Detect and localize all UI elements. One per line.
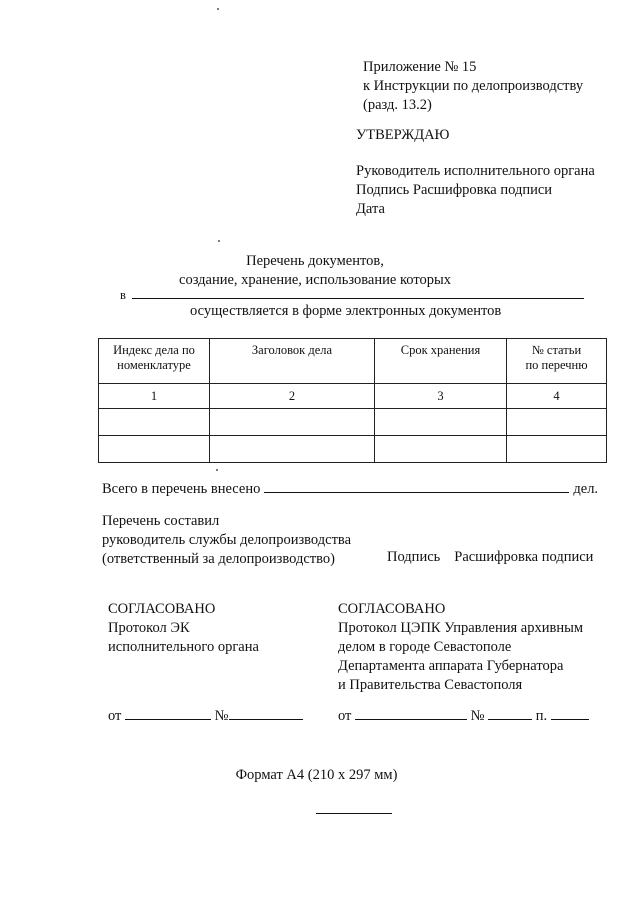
total-suffix: дел. (573, 481, 599, 497)
table-number-row (99, 384, 607, 409)
title-line-3: осуществляется в форме электронных документов (190, 303, 502, 319)
table-cell (99, 436, 210, 463)
header-article: № статьи по перечню (507, 339, 607, 384)
total-line (102, 478, 598, 499)
approve-head: Руководитель исполнительного органа (356, 163, 595, 179)
agreed-right-line-3: Департамента аппарата Губернатора (338, 658, 564, 674)
date-blank (125, 706, 211, 720)
header-storage: Срок хранения (375, 339, 507, 384)
table-cell (99, 409, 210, 436)
agreed-right-line-2: делом в городе Севастополе (338, 639, 512, 655)
page-label: п. (535, 708, 548, 724)
from-label: от (338, 708, 352, 724)
approve-title: УТВЕРЖДАЮ (356, 127, 450, 143)
number-blank (488, 706, 532, 720)
organization-blank (132, 284, 584, 299)
table-cell (210, 436, 375, 463)
scan-speck (217, 8, 219, 10)
page-blank (551, 706, 589, 720)
table-cell (507, 436, 607, 463)
title-line-1: Перечень документов, (246, 253, 384, 269)
table-cell (507, 409, 607, 436)
appendix-section: (разд. 13.2) (363, 97, 432, 113)
agreed-right-line-1: Протокол ЦЭПК Управления архивным (338, 620, 584, 636)
approve-signature: Подпись Расшифровка подписи (356, 182, 553, 198)
table-cell (375, 409, 507, 436)
appendix-header (363, 58, 583, 115)
table-row (99, 436, 607, 463)
bottom-divider (316, 813, 392, 814)
date-blank (355, 706, 467, 720)
compiled-line-2: руководитель службы делопроизводства (102, 532, 351, 548)
total-prefix: Всего в перечень внесено (102, 481, 261, 497)
compiled-line-3: (ответственный за делопроизводство) (102, 551, 335, 567)
header-title: Заголовок дела (210, 339, 375, 384)
total-blank (264, 478, 569, 493)
col-number: 4 (507, 384, 607, 409)
agreed-left-block (108, 600, 259, 657)
format-note: Формат А4 (210 х 297 мм) (235, 767, 398, 783)
table-header-row (99, 339, 607, 384)
agreed-right-block (338, 600, 583, 695)
date-line-right (338, 706, 589, 726)
number-label: № (214, 708, 229, 724)
col-number: 3 (375, 384, 507, 409)
agreed-right-title: СОГЛАСОВАНО (338, 601, 446, 617)
approve-date: Дата (356, 201, 385, 217)
number-blank (229, 706, 303, 720)
from-label: от (108, 708, 122, 724)
scan-speck (218, 240, 220, 242)
agreed-left-line-1: Протокол ЭК (108, 620, 190, 636)
date-line-left (108, 706, 303, 726)
agreed-right-line-4: и Правительства Севастополя (338, 677, 523, 693)
appendix-number: Приложение № 15 (363, 59, 477, 75)
table-cell (210, 409, 375, 436)
number-label: № (470, 708, 485, 724)
agreed-left-line-2: исполнительного органа (108, 639, 259, 655)
compiled-signature-labels (387, 548, 593, 567)
col-number: 1 (99, 384, 210, 409)
agreed-left-title: СОГЛАСОВАНО (108, 601, 216, 617)
in-prefix: в (120, 288, 126, 302)
col-number: 2 (210, 384, 375, 409)
table-cell (375, 436, 507, 463)
appendix-reference: к Инструкции по делопроизводству (363, 78, 584, 94)
organization-line (120, 284, 584, 303)
signature-label: Подпись (387, 549, 441, 565)
decoding-label: Расшифровка подписи (454, 549, 594, 565)
scan-speck (216, 469, 218, 471)
approve-block (356, 162, 595, 219)
documents-table (98, 338, 607, 463)
compiled-line-1: Перечень составил (102, 513, 220, 529)
compiled-block (102, 512, 351, 569)
table-row (99, 409, 607, 436)
header-index: Индекс дела по номенклатуре (99, 339, 210, 384)
title-line-2: создание, хранение, использование которых (179, 272, 451, 288)
